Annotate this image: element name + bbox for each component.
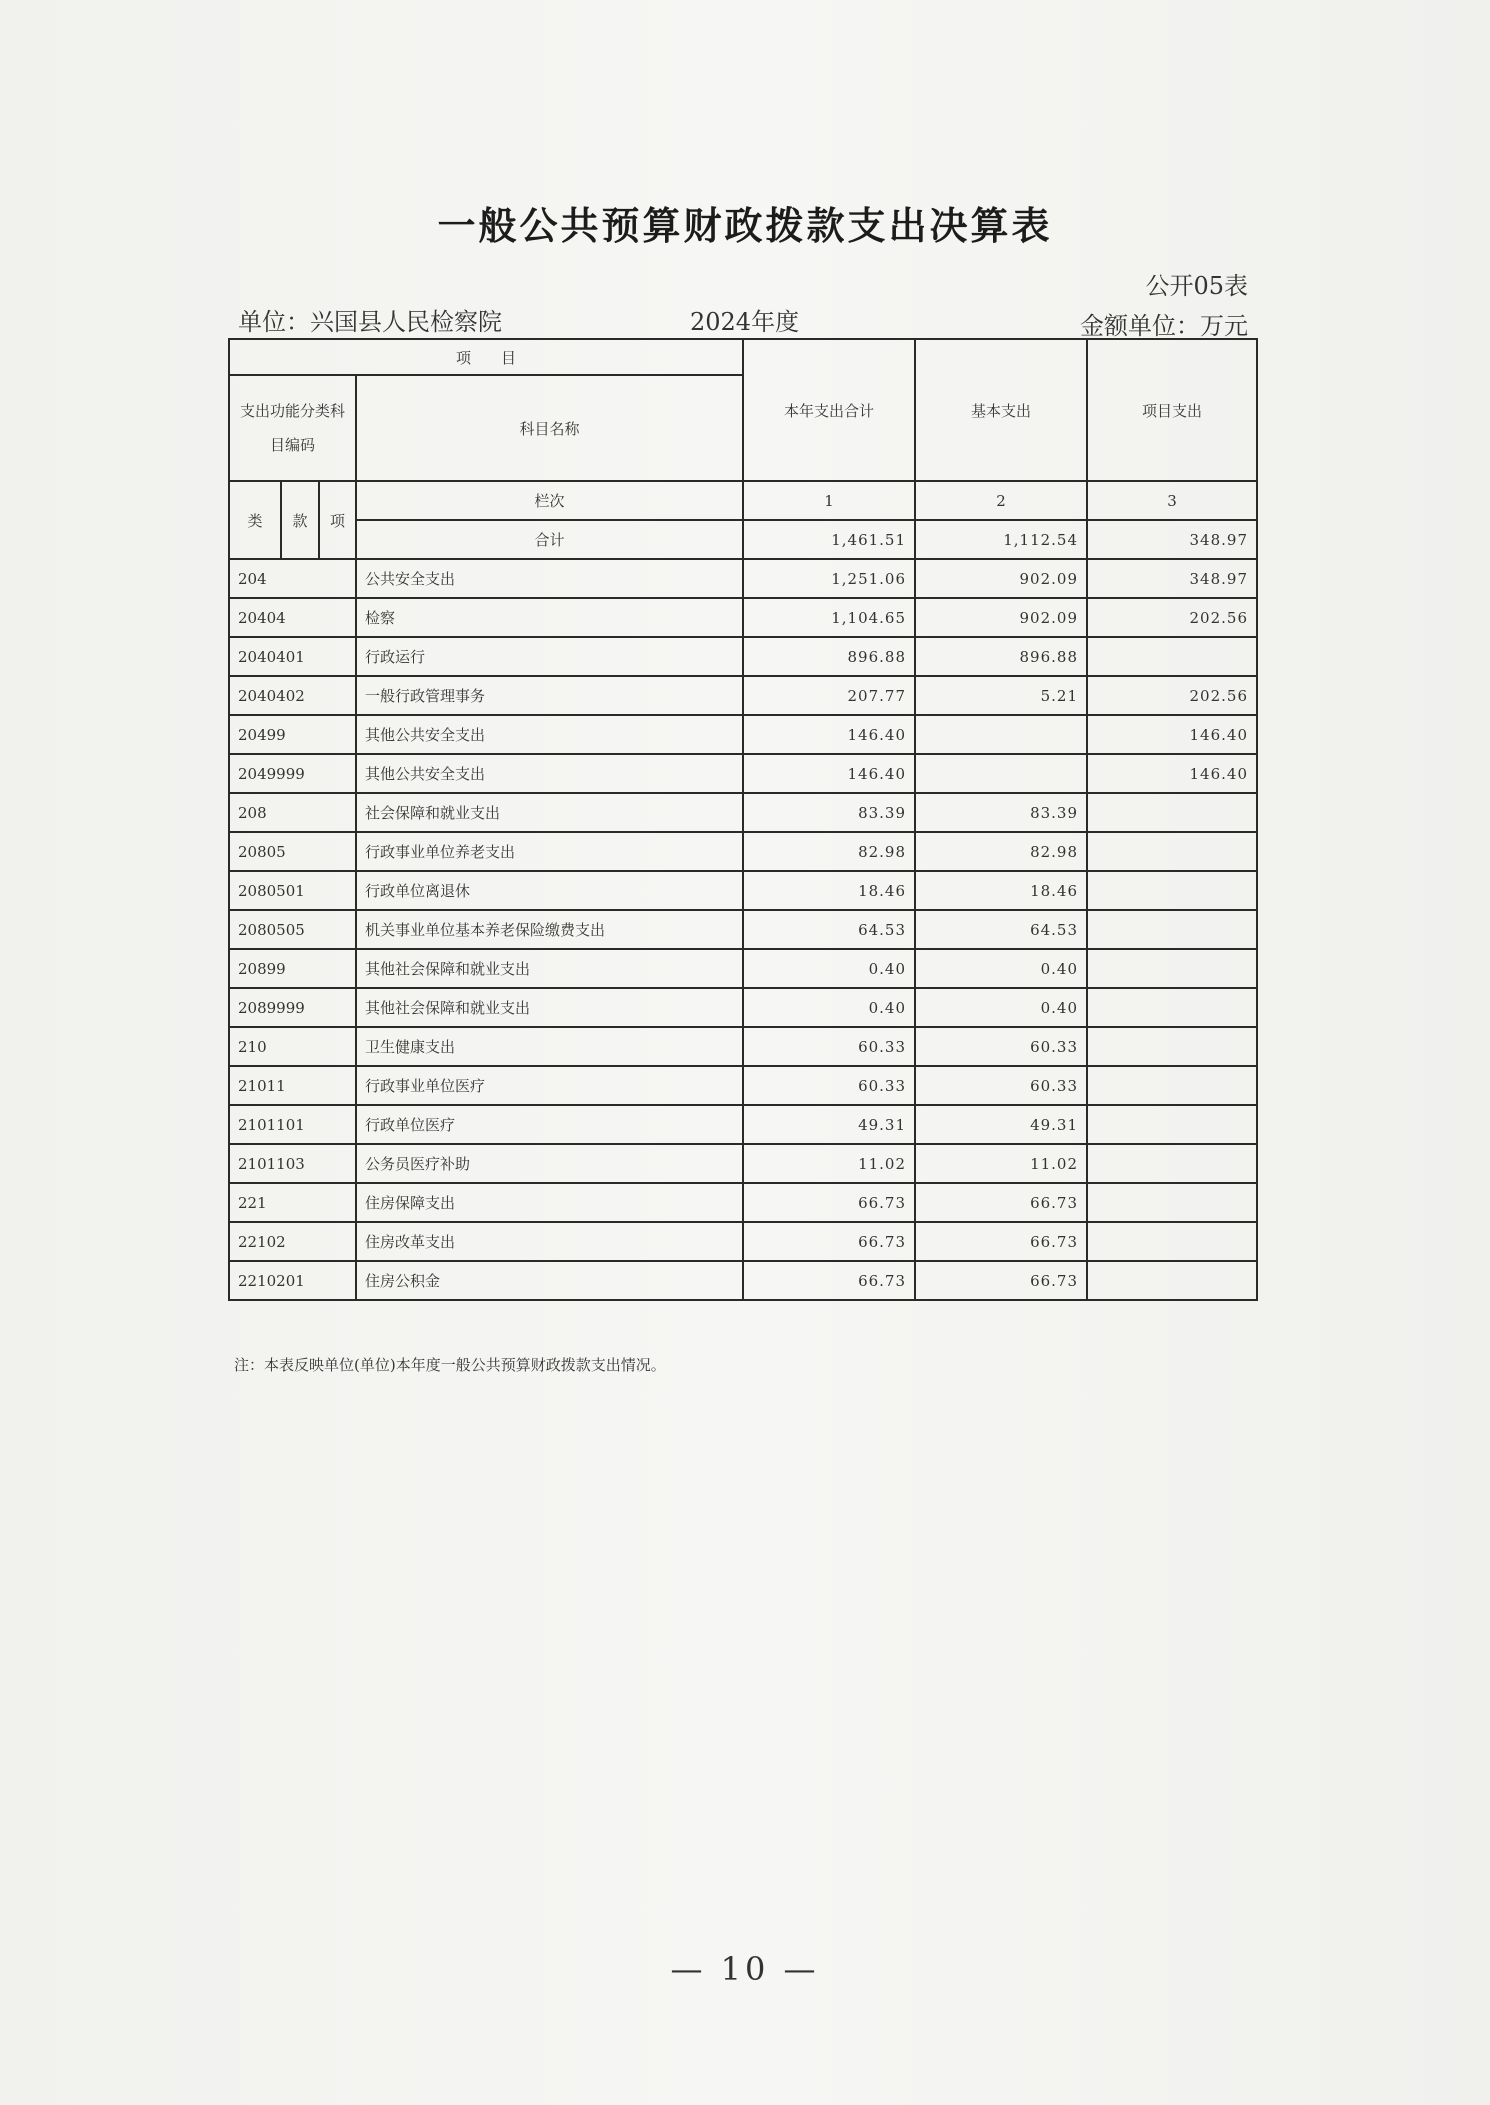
project-heading: 项目支出 (1087, 339, 1257, 481)
row-name: 社会保障和就业支出 (356, 793, 743, 832)
row-basic: 66.73 (915, 1261, 1087, 1300)
row-basic: 64.53 (915, 910, 1087, 949)
row-code: 20899 (229, 949, 356, 988)
row-basic: 902.09 (915, 598, 1087, 637)
row-code: 2040401 (229, 637, 356, 676)
header-row-columns (229, 481, 1257, 520)
row-project (1087, 637, 1257, 676)
row-total: 83.39 (743, 793, 915, 832)
row-total: 146.40 (743, 715, 915, 754)
table-row (229, 754, 1257, 793)
table-row (229, 988, 1257, 1027)
row-name: 住房保障支出 (356, 1183, 743, 1222)
row-basic (915, 754, 1087, 793)
row-name: 行政事业单位养老支出 (356, 832, 743, 871)
total-amount: 1,461.51 (743, 520, 915, 559)
row-name: 行政事业单位医疗 (356, 1066, 743, 1105)
row-project (1087, 988, 1257, 1027)
column-label: 栏次 (356, 481, 743, 520)
page-number: — 10 — (670, 1950, 820, 1988)
row-code: 20499 (229, 715, 356, 754)
row-name: 住房改革支出 (356, 1222, 743, 1261)
row-project: 202.56 (1087, 676, 1257, 715)
row-name: 卫生健康支出 (356, 1027, 743, 1066)
row-code: 2040402 (229, 676, 356, 715)
page-title: 一般公共预算财政拨款支出决算表 (437, 203, 1053, 248)
table-row (229, 1183, 1257, 1222)
row-basic: 83.39 (915, 793, 1087, 832)
reporting-unit: 单位：兴国县人民检察院 (238, 308, 502, 336)
table-row (229, 1222, 1257, 1261)
row-project (1087, 1027, 1257, 1066)
row-basic (915, 715, 1087, 754)
row-basic: 18.46 (915, 871, 1087, 910)
row-total: 896.88 (743, 637, 915, 676)
total-row (229, 520, 1257, 559)
row-total: 1,251.06 (743, 559, 915, 598)
row-project (1087, 1066, 1257, 1105)
row-total: 49.31 (743, 1105, 915, 1144)
column-number-3: 3 (1087, 481, 1257, 520)
basic-heading: 基本支出 (915, 339, 1087, 481)
row-project (1087, 910, 1257, 949)
total-label: 合计 (356, 520, 743, 559)
row-basic: 5.21 (915, 676, 1087, 715)
row-name: 其他社会保障和就业支出 (356, 949, 743, 988)
row-basic: 0.40 (915, 949, 1087, 988)
row-code: 221 (229, 1183, 356, 1222)
row-code: 2101103 (229, 1144, 356, 1183)
row-code: 22102 (229, 1222, 356, 1261)
row-total: 0.40 (743, 949, 915, 988)
row-code: 2049999 (229, 754, 356, 793)
row-total: 11.02 (743, 1144, 915, 1183)
table-row (229, 637, 1257, 676)
row-basic: 66.73 (915, 1222, 1087, 1261)
row-project: 202.56 (1087, 598, 1257, 637)
row-basic: 0.40 (915, 988, 1087, 1027)
xiang-heading: 项 (319, 481, 356, 559)
row-total: 146.40 (743, 754, 915, 793)
table-row (229, 559, 1257, 598)
table-row (229, 1144, 1257, 1183)
fiscal-year: 2024年度 (690, 308, 800, 336)
lei-heading: 类 (229, 481, 281, 559)
table-row (229, 1261, 1257, 1300)
row-basic: 82.98 (915, 832, 1087, 871)
total-heading: 本年支出合计 (743, 339, 915, 481)
row-name: 公务员医疗补助 (356, 1144, 743, 1183)
row-total: 66.73 (743, 1222, 915, 1261)
row-project (1087, 1183, 1257, 1222)
table-row (229, 676, 1257, 715)
row-project: 146.40 (1087, 754, 1257, 793)
row-project: 348.97 (1087, 559, 1257, 598)
row-name: 公共安全支出 (356, 559, 743, 598)
row-project (1087, 949, 1257, 988)
row-basic: 11.02 (915, 1144, 1087, 1183)
table-row (229, 1027, 1257, 1066)
row-project (1087, 1222, 1257, 1261)
row-code: 2101101 (229, 1105, 356, 1144)
item-heading: 项 目 (229, 339, 743, 375)
budget-table (228, 338, 1258, 1301)
row-name: 检察 (356, 598, 743, 637)
row-code: 20404 (229, 598, 356, 637)
row-name: 其他公共安全支出 (356, 754, 743, 793)
table-row (229, 793, 1257, 832)
row-name: 行政运行 (356, 637, 743, 676)
row-project (1087, 832, 1257, 871)
form-number: 公开05表 (1145, 272, 1248, 300)
row-code: 210 (229, 1027, 356, 1066)
row-name: 其他社会保障和就业支出 (356, 988, 743, 1027)
column-number-1: 1 (743, 481, 915, 520)
row-name: 行政单位医疗 (356, 1105, 743, 1144)
row-total: 66.73 (743, 1261, 915, 1300)
row-project (1087, 1105, 1257, 1144)
row-total: 60.33 (743, 1066, 915, 1105)
row-total: 60.33 (743, 1027, 915, 1066)
code-heading: 支出功能分类科目编码 (229, 375, 356, 481)
row-total: 64.53 (743, 910, 915, 949)
table-row (229, 949, 1257, 988)
table-row (229, 598, 1257, 637)
row-project: 146.40 (1087, 715, 1257, 754)
row-basic: 66.73 (915, 1183, 1087, 1222)
row-basic: 49.31 (915, 1105, 1087, 1144)
table-row (229, 715, 1257, 754)
row-basic: 902.09 (915, 559, 1087, 598)
row-code: 208 (229, 793, 356, 832)
row-total: 82.98 (743, 832, 915, 871)
row-code: 204 (229, 559, 356, 598)
table-row (229, 871, 1257, 910)
row-total: 66.73 (743, 1183, 915, 1222)
row-project (1087, 793, 1257, 832)
row-code: 21011 (229, 1066, 356, 1105)
column-number-2: 2 (915, 481, 1087, 520)
row-project (1087, 1261, 1257, 1300)
row-name: 一般行政管理事务 (356, 676, 743, 715)
table-row (229, 1066, 1257, 1105)
row-name: 住房公积金 (356, 1261, 743, 1300)
row-total: 207.77 (743, 676, 915, 715)
row-name: 机关事业单位基本养老保险缴费支出 (356, 910, 743, 949)
row-name: 其他公共安全支出 (356, 715, 743, 754)
row-total: 0.40 (743, 988, 915, 1027)
row-project (1087, 1144, 1257, 1183)
row-name: 行政单位离退休 (356, 871, 743, 910)
table-row (229, 832, 1257, 871)
amount-unit: 金额单位：万元 (1080, 312, 1248, 340)
row-code: 2210201 (229, 1261, 356, 1300)
total-project: 348.97 (1087, 520, 1257, 559)
row-total: 1,104.65 (743, 598, 915, 637)
header-row-item (229, 339, 1257, 375)
table-row (229, 910, 1257, 949)
name-heading: 科目名称 (356, 375, 743, 481)
row-code: 2080501 (229, 871, 356, 910)
row-total: 18.46 (743, 871, 915, 910)
row-basic: 60.33 (915, 1066, 1087, 1105)
row-basic: 896.88 (915, 637, 1087, 676)
row-code: 2089999 (229, 988, 356, 1027)
row-basic: 60.33 (915, 1027, 1087, 1066)
table-row (229, 1105, 1257, 1144)
kuan-heading: 款 (281, 481, 319, 559)
row-project (1087, 871, 1257, 910)
total-basic: 1,112.54 (915, 520, 1087, 559)
table-note: 注：本表反映单位(单位)本年度一般公共预算财政拨款支出情况。 (234, 1356, 666, 1374)
row-code: 2080505 (229, 910, 356, 949)
row-code: 20805 (229, 832, 356, 871)
